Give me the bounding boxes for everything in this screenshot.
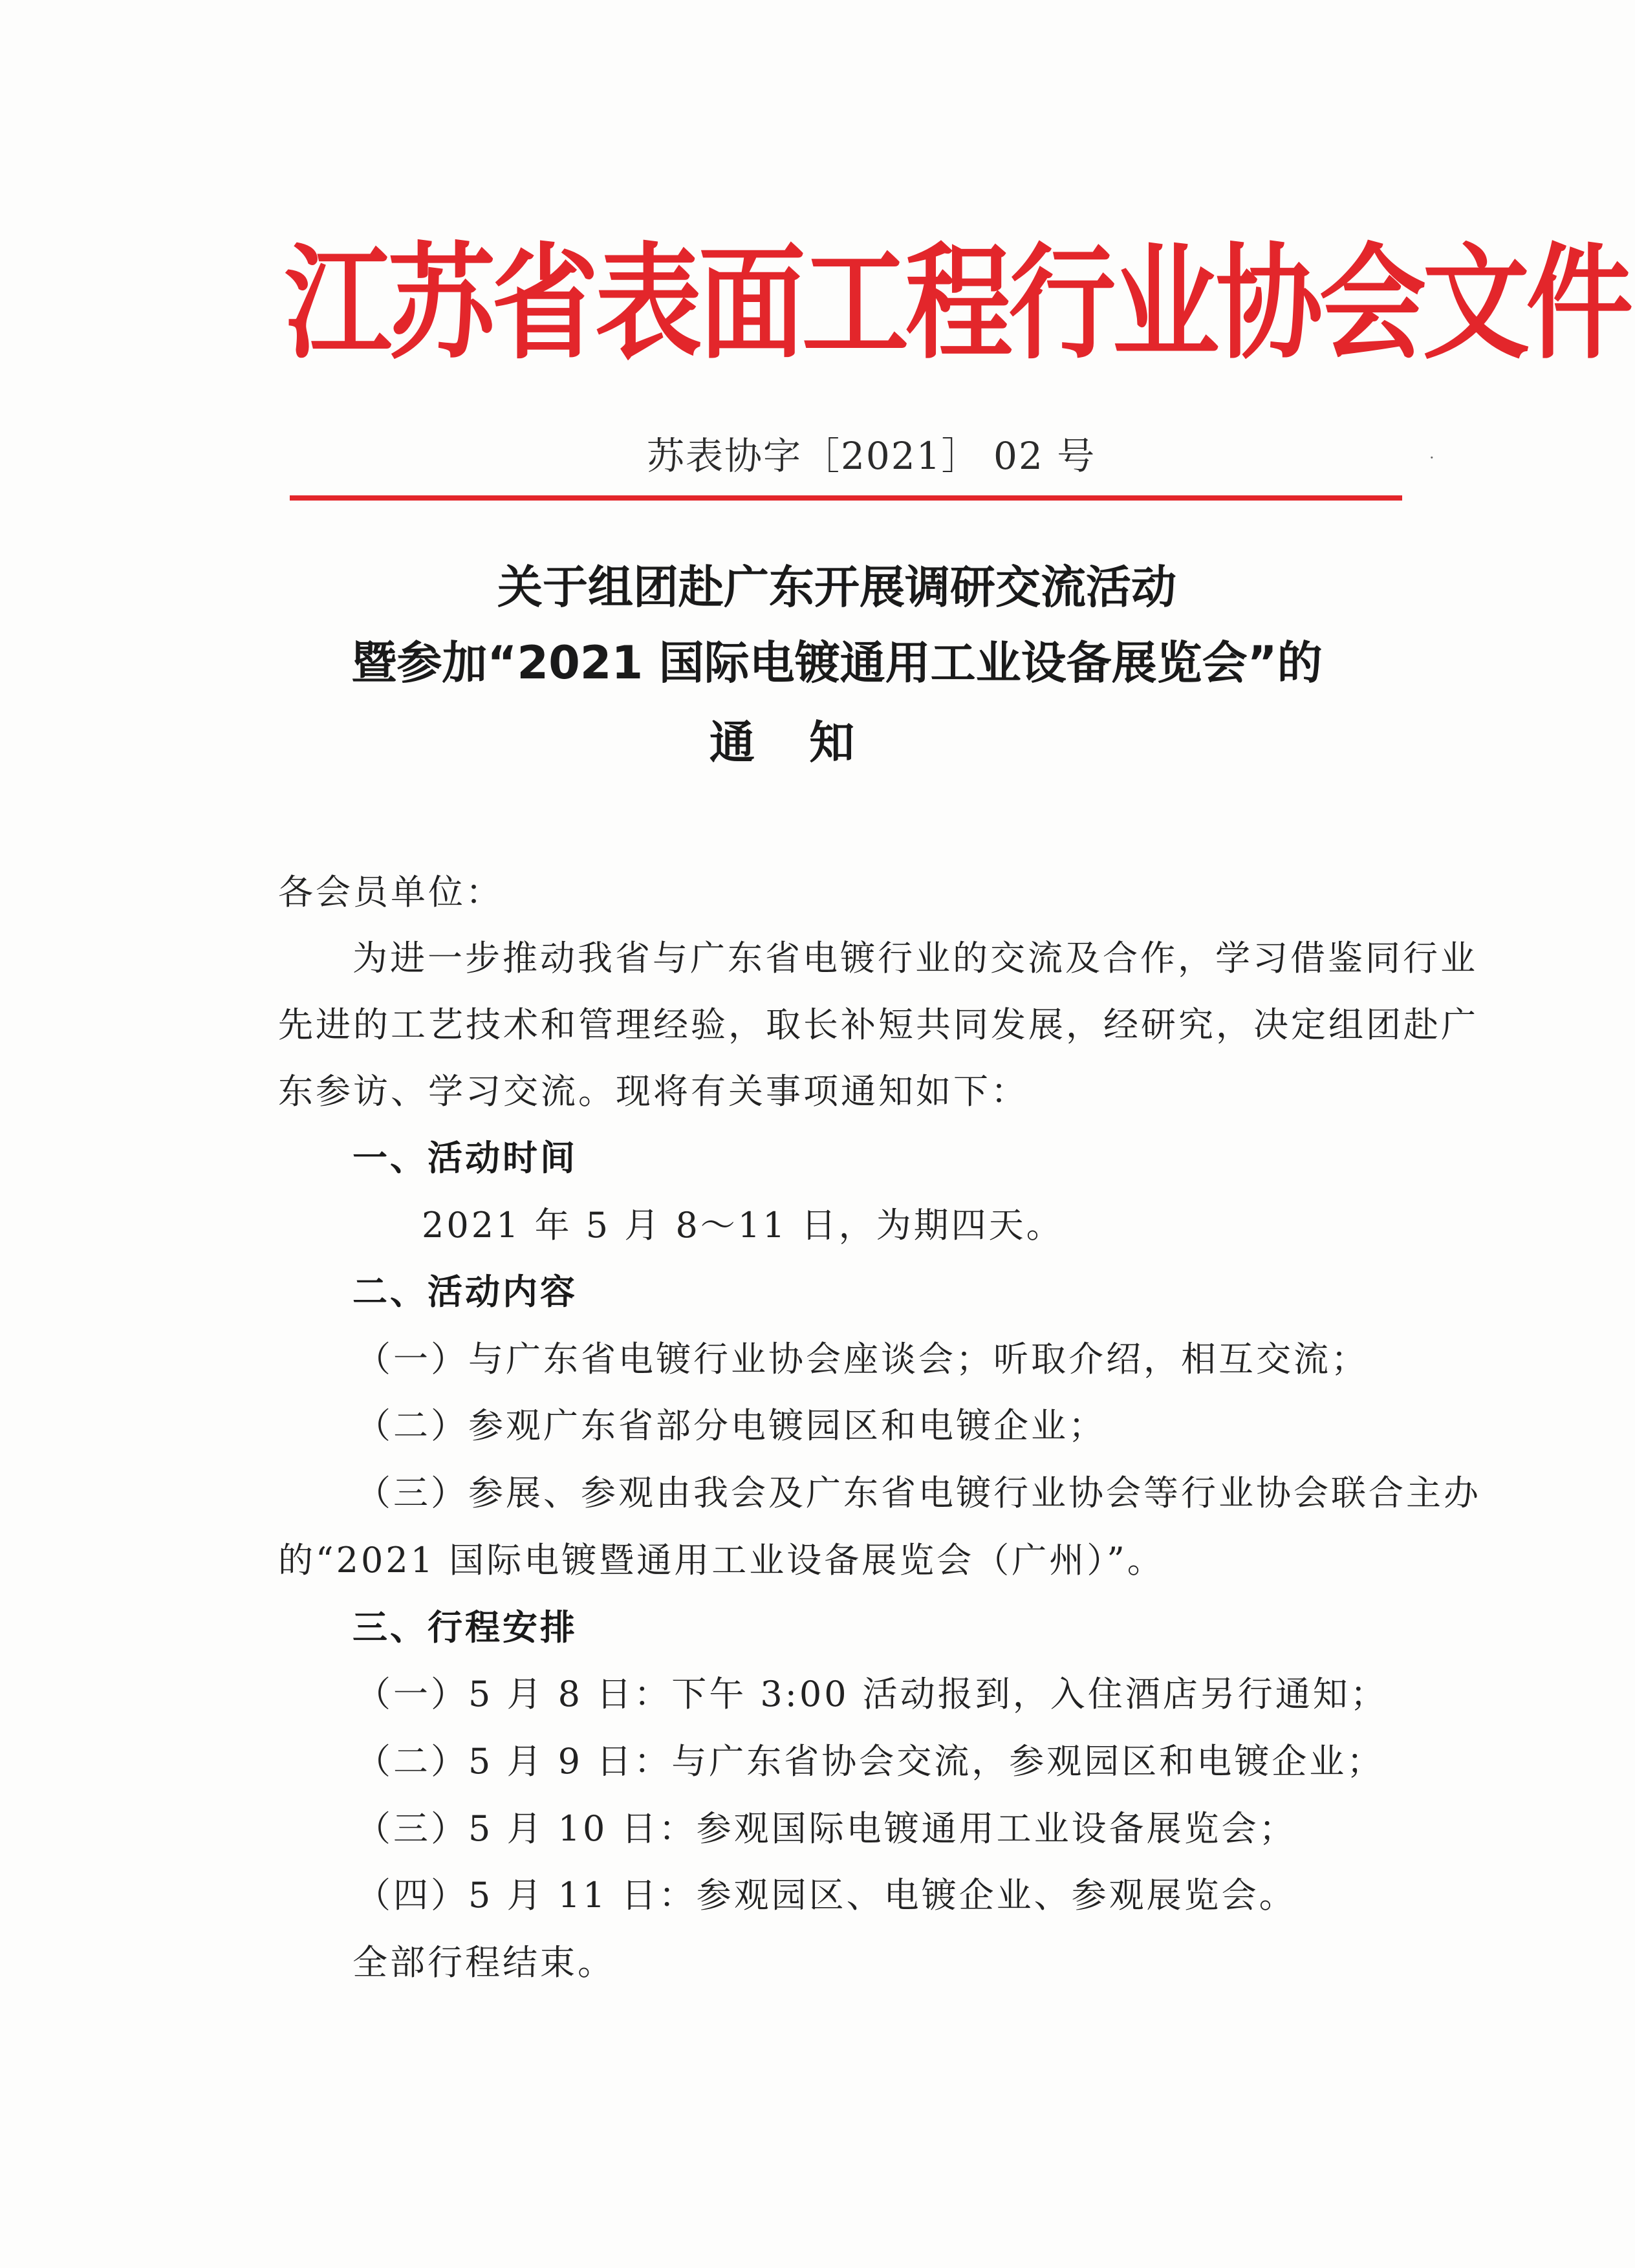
itinerary-closing: 全部行程结束。 [352, 1942, 615, 1983]
itinerary-line-2: （二）5 月 9 日：与广东省协会交流，参观园区和电镀企业； [356, 1741, 1385, 1782]
section-heading-activity-content: 二、活动内容 [352, 1271, 578, 1312]
letterhead-divider [290, 495, 1402, 501]
intro-line-1: 为进一步推动我省与广东省电镀行业的交流及合作，学习借鉴同行业 [352, 938, 1478, 978]
activity-content-line-1: （一）与广东省电镀行业协会座谈会；听取介绍，相互交流； [356, 1339, 1369, 1379]
section-heading-activity-time: 一、活动时间 [352, 1138, 578, 1178]
activity-content-line-3: （三）参展、参观由我会及广东省电镀行业协会等行业协会联合主办 [356, 1473, 1481, 1513]
document-number: 苏表协字［2021］ 02 号 [647, 434, 1096, 478]
activity-content-line-2: （二）参观广东省部分电镀园区和电镀企业； [356, 1405, 1106, 1446]
intro-line-3: 东参访、学习交流。现将有关事项通知如下： [278, 1071, 1028, 1112]
activity-content-line-4: 的“2021 国际电镀暨通用工业设备展览会（广州）”。 [278, 1540, 1165, 1581]
itinerary-line-1: （一）5 月 8 日：下午 3:00 活动报到，入住酒店另行通知； [356, 1674, 1388, 1714]
intro-line-2: 先进的工艺技术和管理经验，取长补短共同发展，经研究，决定组团赴广 [278, 1004, 1478, 1045]
scan-speck: · [1429, 449, 1435, 467]
notice-title-line-2: 暨参加“2021 国际电镀通用工业设备展览会”的 [351, 636, 1323, 689]
itinerary-line-3: （三）5 月 10 日：参观国际电镀通用工业设备展览会； [356, 1808, 1297, 1849]
activity-time-line: 2021 年 5 月 8～11 日，为期四天。 [422, 1205, 1064, 1246]
notice-title-line-1: 关于组团赴广东开展调研交流活动 [497, 561, 1176, 614]
letterhead-title: 江苏省表面工程行业协会文件 [285, 231, 1630, 376]
salutation: 各会员单位： [278, 872, 503, 913]
itinerary-line-4: （四）5 月 11 日：参观园区、电镀企业、参观展览会。 [356, 1875, 1297, 1916]
section-heading-itinerary: 三、行程安排 [352, 1607, 578, 1648]
notice-title-line-3: 通 知 [709, 716, 874, 769]
